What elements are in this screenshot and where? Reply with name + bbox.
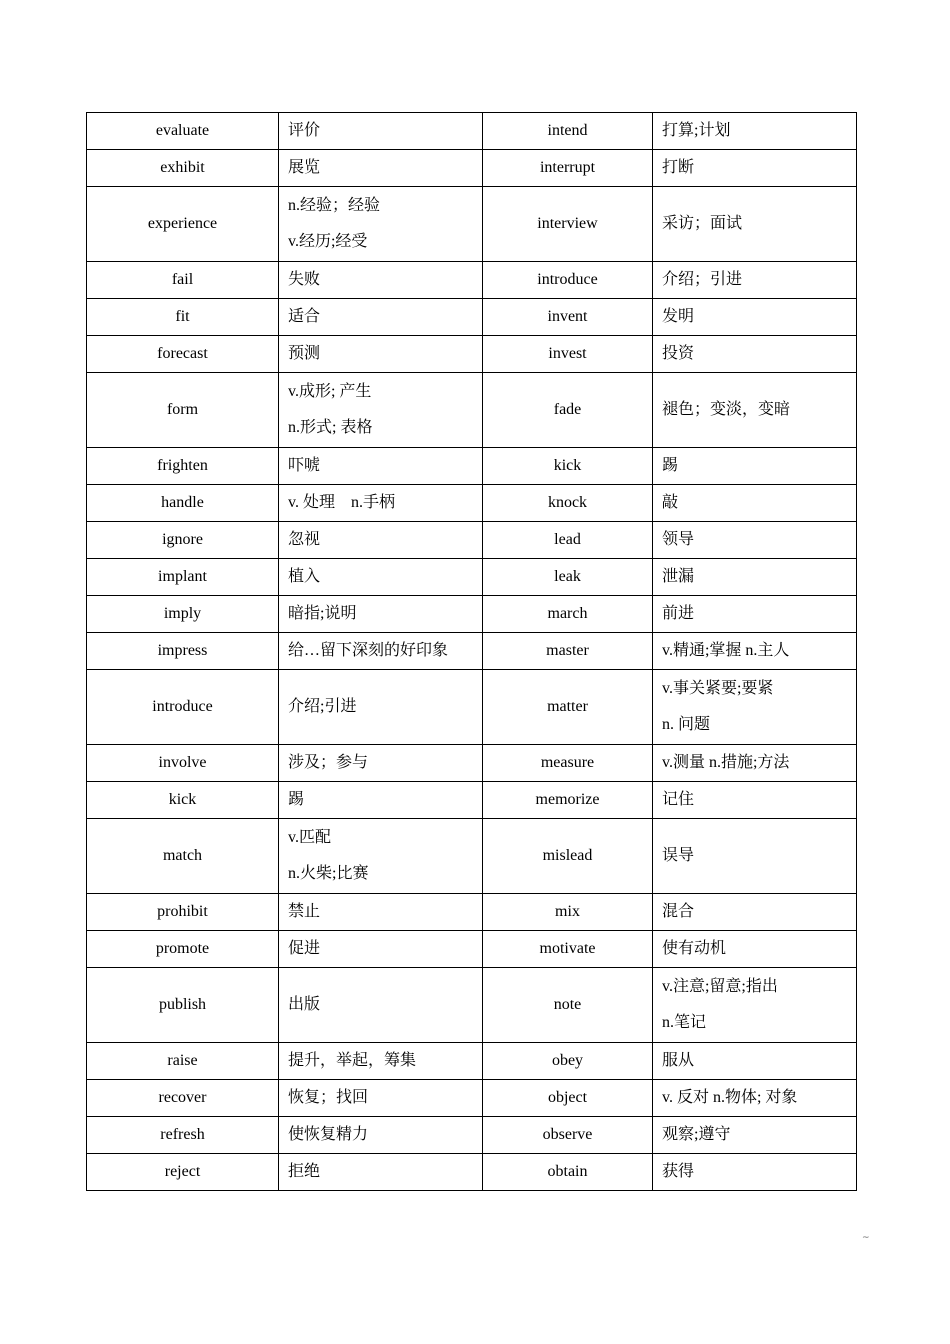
meaning-cell: [279, 931, 483, 968]
meaning-cell: [653, 262, 857, 299]
meaning-cell: [279, 670, 483, 745]
meaning-line: v.注意;留意;指出: [662, 978, 778, 995]
table-row: [87, 745, 857, 782]
word-cell: exhibit: [87, 150, 279, 187]
word-cell: note: [483, 968, 653, 1043]
meaning-line: 采访；面试: [662, 215, 743, 232]
word-cell: form: [87, 373, 279, 448]
meaning-line: 打算;计划: [662, 122, 731, 139]
meaning-cell: [279, 1154, 483, 1191]
word-cell: raise: [87, 1043, 279, 1080]
word-cell: matter: [483, 670, 653, 745]
word-cell: observe: [483, 1117, 653, 1154]
meaning-cell: [279, 894, 483, 931]
meaning-line: 踢: [662, 457, 679, 474]
word-cell: evaluate: [87, 113, 279, 150]
table-row: [87, 1080, 857, 1117]
word-cell: introduce: [87, 670, 279, 745]
word-cell: march: [483, 596, 653, 633]
table-row: [87, 894, 857, 931]
word-cell: promote: [87, 931, 279, 968]
table-row: [87, 1117, 857, 1154]
word-cell: leak: [483, 559, 653, 596]
meaning-line: 使有动机: [662, 940, 727, 957]
meaning-cell: [653, 187, 857, 262]
meaning-line: 服从: [662, 1052, 695, 1069]
word-cell: publish: [87, 968, 279, 1043]
meaning-cell: [653, 931, 857, 968]
word-cell: introduce: [483, 262, 653, 299]
meaning-line: 预测: [288, 345, 321, 362]
word-cell: refresh: [87, 1117, 279, 1154]
table-row: [87, 633, 857, 670]
meaning-line: 观察;遵守: [662, 1126, 731, 1143]
meaning-cell: [653, 819, 857, 894]
meaning-line: 混合: [662, 903, 695, 920]
meaning-line: 介绍；引进: [662, 271, 743, 288]
word-cell: kick: [483, 448, 653, 485]
word-cell: mix: [483, 894, 653, 931]
table-row: [87, 187, 857, 262]
meaning-cell: [653, 1117, 857, 1154]
meaning-cell: [279, 373, 483, 448]
meaning-cell: [653, 968, 857, 1043]
meaning-cell: [653, 150, 857, 187]
word-cell: mislead: [483, 819, 653, 894]
meaning-cell: [279, 485, 483, 522]
meaning-line: 投资: [662, 345, 695, 362]
meaning-line: 误导: [662, 847, 695, 864]
table-row: [87, 299, 857, 336]
meaning-line: 评价: [288, 122, 321, 139]
meaning-line: 暗指;说明: [288, 605, 357, 622]
word-cell: match: [87, 819, 279, 894]
word-cell: measure: [483, 745, 653, 782]
word-cell: fade: [483, 373, 653, 448]
vocabulary-table-body: [87, 113, 857, 1191]
meaning-cell: [279, 782, 483, 819]
word-cell: knock: [483, 485, 653, 522]
word-cell: imply: [87, 596, 279, 633]
meaning-cell: [653, 1154, 857, 1191]
word-cell: implant: [87, 559, 279, 596]
table-row: [87, 596, 857, 633]
word-cell: lead: [483, 522, 653, 559]
word-cell: involve: [87, 745, 279, 782]
word-cell: interview: [483, 187, 653, 262]
meaning-cell: [279, 299, 483, 336]
meaning-line: 失败: [288, 271, 321, 288]
meaning-cell: [279, 633, 483, 670]
meaning-line: 促进: [288, 940, 321, 957]
table-row: [87, 373, 857, 448]
meaning-cell: [279, 819, 483, 894]
meaning-cell: [279, 596, 483, 633]
word-cell: handle: [87, 485, 279, 522]
table-row: [87, 968, 857, 1043]
meaning-cell: [653, 485, 857, 522]
table-row: [87, 1043, 857, 1080]
word-cell: obey: [483, 1043, 653, 1080]
word-cell: obtain: [483, 1154, 653, 1191]
word-cell: reject: [87, 1154, 279, 1191]
word-cell: intend: [483, 113, 653, 150]
meaning-line: 出版: [288, 996, 321, 1013]
meaning-line: n. 问题: [662, 716, 711, 733]
meaning-cell: [279, 113, 483, 150]
meaning-cell: [653, 373, 857, 448]
meaning-line: n.经验；经验: [288, 197, 381, 214]
meaning-line: 获得: [662, 1163, 695, 1180]
meaning-cell: [653, 596, 857, 633]
meaning-line: 恢复；找回: [288, 1089, 369, 1106]
meaning-cell: [279, 745, 483, 782]
table-row: [87, 931, 857, 968]
meaning-cell: [653, 448, 857, 485]
meaning-cell: [653, 559, 857, 596]
meaning-cell: [279, 150, 483, 187]
meaning-cell: [279, 1043, 483, 1080]
meaning-line: 记住: [662, 791, 695, 808]
meaning-line: n.火柴;比赛: [288, 865, 369, 882]
meaning-line: 前进: [662, 605, 695, 622]
meaning-line: v.匹配: [288, 829, 331, 846]
word-cell: kick: [87, 782, 279, 819]
word-cell: ignore: [87, 522, 279, 559]
meaning-line: v. 反对 n.物体; 对象: [662, 1089, 798, 1106]
table-row: [87, 336, 857, 373]
meaning-line: v.测量 n.措施;方法: [662, 754, 790, 771]
word-cell: recover: [87, 1080, 279, 1117]
meaning-cell: [653, 782, 857, 819]
table-row: [87, 150, 857, 187]
word-cell: fail: [87, 262, 279, 299]
meaning-line: 介绍;引进: [288, 698, 357, 715]
word-cell: invent: [483, 299, 653, 336]
meaning-line: v. 处理 n.手柄: [288, 494, 395, 511]
meaning-line: 忽视: [288, 531, 321, 548]
meaning-line: 使恢复精力: [288, 1126, 369, 1143]
meaning-cell: [279, 262, 483, 299]
meaning-line: 涉及；参与: [288, 754, 369, 771]
word-cell: fit: [87, 299, 279, 336]
meaning-line: 展览: [288, 159, 321, 176]
word-cell: impress: [87, 633, 279, 670]
table-row: [87, 522, 857, 559]
meaning-cell: [279, 1080, 483, 1117]
word-cell: frighten: [87, 448, 279, 485]
meaning-line: 褪色；变淡，变暗: [662, 401, 791, 418]
meaning-line: 领导: [662, 531, 695, 548]
meaning-cell: [279, 336, 483, 373]
meaning-cell: [653, 670, 857, 745]
word-cell: motivate: [483, 931, 653, 968]
meaning-line: 禁止: [288, 903, 321, 920]
word-cell: master: [483, 633, 653, 670]
meaning-cell: [653, 745, 857, 782]
word-cell: prohibit: [87, 894, 279, 931]
meaning-line: 适合: [288, 308, 321, 325]
meaning-cell: [279, 187, 483, 262]
meaning-line: 给…留下深刻的好印象: [288, 642, 449, 659]
meaning-cell: [653, 336, 857, 373]
table-row: [87, 485, 857, 522]
meaning-line: n.形式; 表格: [288, 419, 373, 436]
table-row: [87, 262, 857, 299]
table-row: [87, 559, 857, 596]
meaning-cell: [279, 448, 483, 485]
word-cell: experience: [87, 187, 279, 262]
table-row: [87, 448, 857, 485]
meaning-cell: [653, 299, 857, 336]
meaning-cell: [653, 1043, 857, 1080]
meaning-line: 吓唬: [288, 457, 321, 474]
word-cell: object: [483, 1080, 653, 1117]
meaning-cell: [653, 633, 857, 670]
meaning-cell: [653, 1080, 857, 1117]
meaning-line: v.精通;掌握 n.主人: [662, 642, 790, 659]
page-mark: ~: [862, 1233, 870, 1243]
word-cell: invest: [483, 336, 653, 373]
meaning-cell: [279, 1117, 483, 1154]
table-row: [87, 782, 857, 819]
meaning-line: 植入: [288, 568, 321, 585]
meaning-line: 提升，举起，筹集: [288, 1052, 417, 1069]
meaning-line: v.成形; 产生: [288, 383, 372, 400]
table-row: [87, 1154, 857, 1191]
meaning-cell: [279, 968, 483, 1043]
meaning-cell: [653, 113, 857, 150]
meaning-line: 发明: [662, 308, 695, 325]
word-cell: interrupt: [483, 150, 653, 187]
table-row: [87, 113, 857, 150]
meaning-line: 泄漏: [662, 568, 695, 585]
table-row: [87, 819, 857, 894]
table-row: [87, 670, 857, 745]
meaning-line: 拒绝: [288, 1163, 321, 1180]
meaning-line: 踢: [288, 791, 305, 808]
meaning-line: 打断: [662, 159, 695, 176]
meaning-cell: [279, 559, 483, 596]
meaning-line: n.笔记: [662, 1014, 707, 1031]
vocabulary-table: [86, 112, 857, 1191]
meaning-line: v.经历;经受: [288, 233, 368, 250]
word-cell: forecast: [87, 336, 279, 373]
meaning-cell: [653, 522, 857, 559]
meaning-line: 敲: [662, 494, 679, 511]
meaning-cell: [653, 894, 857, 931]
word-cell: memorize: [483, 782, 653, 819]
meaning-line: v.事关紧要;要紧: [662, 680, 774, 697]
meaning-cell: [279, 522, 483, 559]
